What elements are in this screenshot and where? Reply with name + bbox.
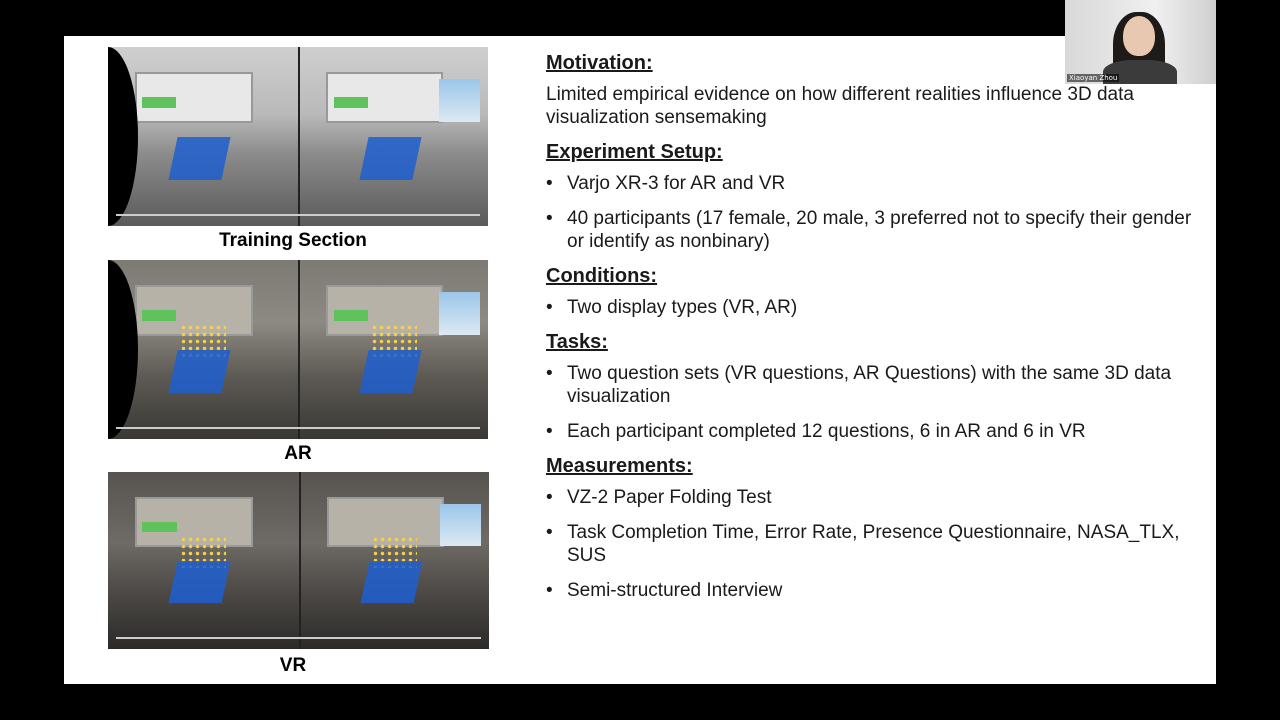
experiment-setup-heading: Experiment Setup: [546, 141, 723, 163]
tasks-heading: Tasks: [546, 331, 608, 353]
webcam-video[interactable] [1065, 0, 1216, 84]
video-progress-bar[interactable] [116, 214, 481, 216]
training-section-screenshot [108, 47, 488, 226]
ar-label: AR [284, 443, 312, 464]
list-item: • Task Completion Time, Error Rate, Presence Questionnaire, NASA_TLX, SUS [546, 521, 1196, 567]
motivation-heading: Motivation: [546, 52, 653, 74]
vr-label: VR [279, 655, 307, 676]
slide-content [546, 52, 1196, 614]
participant-name: Xiaoyan Zhou [1069, 74, 1118, 82]
video-progress-bar[interactable] [116, 637, 482, 639]
vr-screenshot [108, 472, 489, 649]
measurements-heading: Measurements: [546, 455, 693, 477]
training-section-label: Training Section [219, 230, 367, 251]
video-progress-bar[interactable] [116, 427, 481, 429]
list-item: • 40 participants (17 female, 20 male, 3 preferred not to specify their gender or identify as nonbinary) [546, 207, 1196, 253]
list-item: • VZ-2 Paper Folding Test [546, 486, 1196, 509]
list-item: • Semi-structured Interview [546, 579, 1196, 602]
conditions-heading: Conditions: [546, 265, 658, 287]
list-item: • Two question sets (VR questions, AR Questions) with the same 3D data visualization [546, 362, 1196, 408]
list-item: • Each participant completed 12 questions, 6 in AR and 6 in VR [546, 420, 1196, 443]
motivation-text: Limited empirical evidence on how different realities influence 3D data visualization sensemaking [546, 84, 1134, 128]
ar-screenshot [108, 260, 488, 439]
list-item: • Two display types (VR, AR) [546, 296, 1196, 319]
list-item: • Varjo XR-3 for AR and VR [546, 172, 1196, 195]
